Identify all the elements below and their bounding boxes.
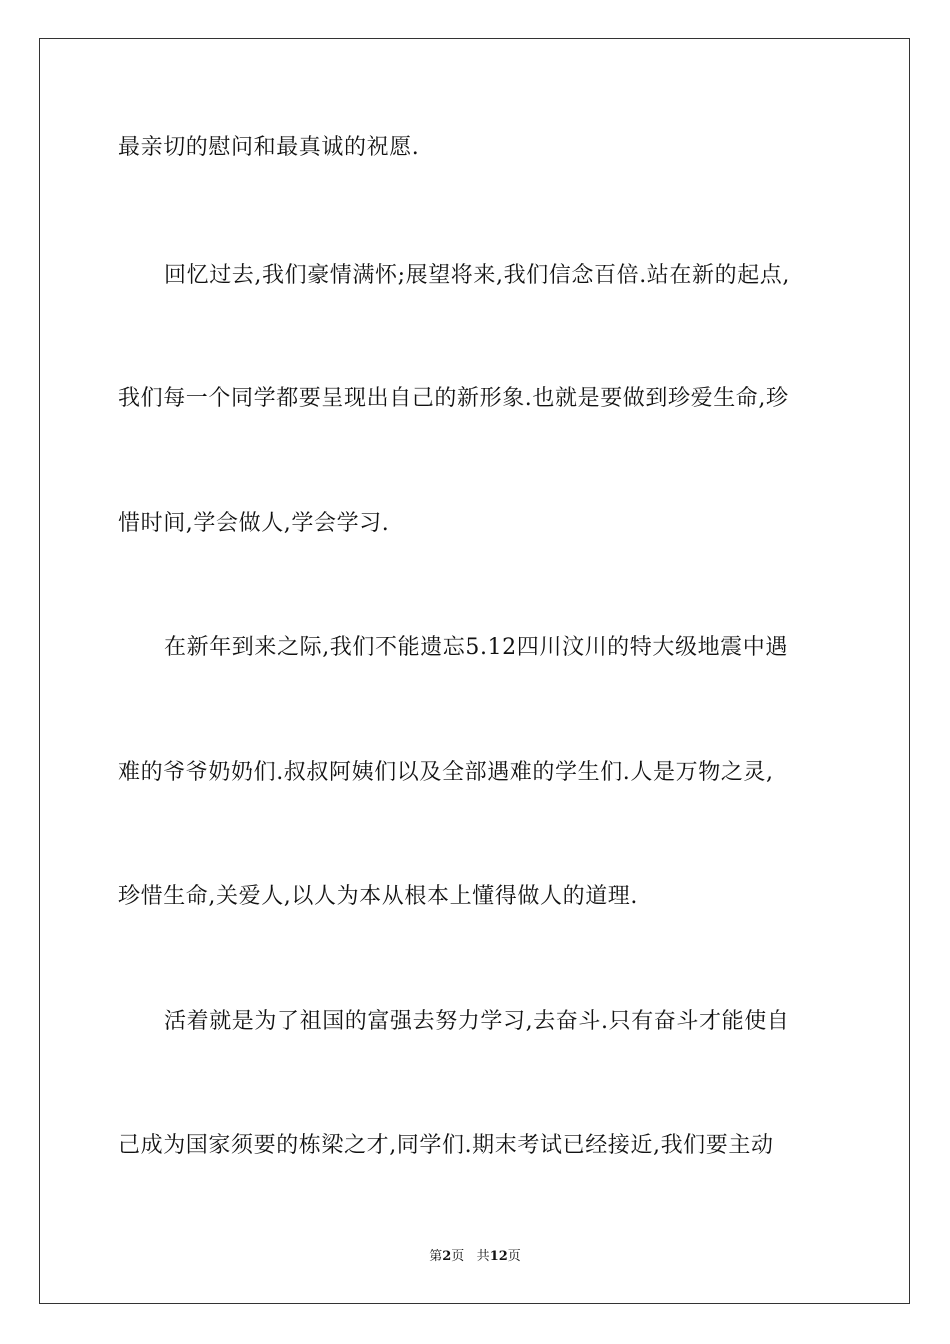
page-current-number: 2 <box>442 1249 452 1264</box>
body-line-4: 惜时间,学会做人,学会学习. <box>118 511 390 536</box>
body-line-1: 最亲切的慰问和最真诚的祝愿. <box>118 135 420 160</box>
body-line-7: 珍惜生命,关爱人,以人为本从根本上懂得做人的道理. <box>118 884 638 909</box>
body-line-3: 我们每一个同学都要呈现出自己的新形象.也就是要做到珍爱生命,珍 <box>118 386 789 411</box>
page-prefix: 第 <box>429 1249 443 1264</box>
body-line-5: 在新年到来之际,我们不能遗忘5.12四川汶川的特大级地震中遇 <box>164 635 788 660</box>
body-line-2: 回忆过去,我们豪情满怀;展望将来,我们信念百倍.站在新的起点, <box>164 263 790 288</box>
page-suffix: 页 <box>451 1249 465 1264</box>
page-footer <box>0 1248 950 1266</box>
page-frame <box>39 38 910 1304</box>
body-line-8: 活着就是为了祖国的富强去努力学习,去奋斗.只有奋斗才能使自 <box>164 1009 790 1034</box>
page-total-number: 12 <box>489 1249 508 1264</box>
body-line-6: 难的爷爷奶奶们.叔叔阿姨们以及全部遇难的学生们.人是万物之灵, <box>118 760 774 785</box>
body-line-9: 己成为国家须要的栋梁之才,同学们.期末考试已经接近,我们要主动 <box>118 1133 774 1158</box>
total-suffix: 页 <box>507 1249 521 1264</box>
total-prefix: 共 <box>476 1249 490 1264</box>
